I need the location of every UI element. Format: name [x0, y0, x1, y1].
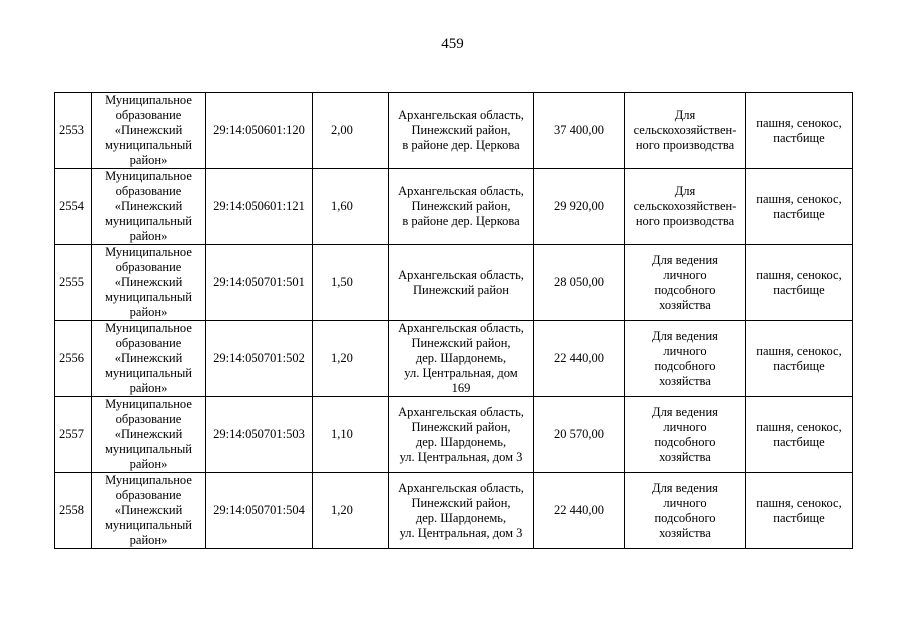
address-cell — [389, 321, 534, 397]
cell-line: Муниципальное — [105, 245, 192, 259]
cadastral-number-cell: 29:14:050601:120 — [206, 93, 313, 169]
cell-line: подсобного — [654, 358, 716, 373]
table-row — [55, 93, 853, 169]
cell-line: пашня, сенокос, — [756, 419, 842, 434]
cell-line: Пинежский район, — [411, 199, 511, 213]
cadastral-number-cell: 29:14:050701:502 — [206, 321, 313, 397]
area-cell: 2,00 — [313, 93, 389, 169]
cell-line: муниципальный — [105, 290, 192, 304]
permitted-use-cell — [625, 397, 746, 473]
cell-line: образование — [115, 260, 182, 274]
cell-line: «Пинежский — [114, 351, 183, 365]
owner-cell — [92, 321, 206, 397]
cell-line: Архангельская область, — [398, 267, 524, 282]
cell-line: район» — [129, 381, 168, 395]
row-number-cell: 2553 — [55, 93, 92, 169]
cadastral-value-cell: 29 920,00 — [534, 169, 625, 245]
cell-line: хозяйства — [659, 449, 711, 464]
address-cell — [389, 473, 534, 549]
permitted-use-cell — [625, 321, 746, 397]
cadastral-number-cell: 29:14:050701:503 — [206, 397, 313, 473]
cell-line: муниципальный — [105, 366, 192, 380]
cell-line: образование — [115, 488, 182, 502]
cell-line: пашня, сенокос, — [756, 267, 842, 282]
cadastral-number-cell: 29:14:050601:121 — [206, 169, 313, 245]
cell-line: личного — [663, 495, 707, 510]
land-type-cell — [746, 245, 853, 321]
cadastral-value-cell: 20 570,00 — [534, 397, 625, 473]
address-cell — [389, 169, 534, 245]
area-cell: 1,60 — [313, 169, 389, 245]
cadastral-value-cell: 22 440,00 — [534, 473, 625, 549]
cell-line: Архангельская область, — [398, 480, 524, 495]
cell-line: в районе дер. Церкова — [402, 214, 520, 228]
area-cell: 1,10 — [313, 397, 389, 473]
table-row — [55, 397, 853, 473]
cell-line: личного — [663, 343, 707, 358]
cell-line: образование — [115, 412, 182, 426]
cell-line: в районе дер. Церкова — [402, 138, 520, 152]
cell-line: муниципальный — [105, 138, 192, 152]
cell-line: Архангельская область, — [398, 404, 524, 419]
cell-line: Муниципальное — [105, 473, 192, 487]
cell-line: ул. Центральная, дом — [404, 366, 518, 380]
cell-line: образование — [115, 108, 182, 122]
owner-cell — [92, 169, 206, 245]
cell-line: пастбище — [773, 358, 825, 373]
land-type-cell — [746, 169, 853, 245]
cell-line: подсобного — [654, 282, 716, 297]
cell-line: ул. Центральная, дом 3 — [399, 525, 523, 540]
cell-line: пастбище — [773, 130, 825, 145]
cell-line: 169 — [451, 381, 471, 395]
owner-cell — [92, 93, 206, 169]
owner-cell — [92, 473, 206, 549]
cell-line: район» — [129, 305, 168, 319]
land-type-cell — [746, 473, 853, 549]
cadastral-number-cell: 29:14:050701:504 — [206, 473, 313, 549]
table-row — [55, 245, 853, 321]
cell-line: хозяйства — [659, 373, 711, 388]
cell-line: Для ведения — [652, 328, 718, 343]
cell-line: хозяйства — [659, 297, 711, 312]
cell-line: Муниципальное — [105, 93, 192, 107]
area-cell: 1,20 — [313, 321, 389, 397]
cell-line: сельскохозяйствен- — [633, 123, 737, 137]
cell-line: «Пинежский — [114, 427, 183, 441]
cell-line: «Пинежский — [114, 275, 183, 289]
land-type-cell — [746, 321, 853, 397]
cell-line: пастбище — [773, 510, 825, 525]
cell-line: ул. Центральная, дом 3 — [399, 449, 523, 464]
cell-line: Муниципальное — [105, 397, 192, 411]
cadastral-value-cell: 37 400,00 — [534, 93, 625, 169]
cell-line: район» — [129, 457, 168, 471]
permitted-use-cell — [625, 169, 746, 245]
area-cell: 1,20 — [313, 473, 389, 549]
cell-line: ного производства — [635, 138, 735, 152]
cell-line: Архангельская область, — [398, 321, 524, 335]
cell-line: Муниципальное — [105, 169, 192, 183]
cell-line: «Пинежский — [114, 503, 183, 517]
land-plots-table — [54, 92, 853, 549]
row-number-cell: 2554 — [55, 169, 92, 245]
permitted-use-cell — [625, 473, 746, 549]
row-number-cell: 2557 — [55, 397, 92, 473]
cadastral-number-cell: 29:14:050701:501 — [206, 245, 313, 321]
cell-line: хозяйства — [659, 525, 711, 540]
cell-line: Для ведения — [652, 480, 718, 495]
cell-line: пастбище — [773, 282, 825, 297]
row-number-cell: 2556 — [55, 321, 92, 397]
cell-line: район» — [129, 153, 168, 167]
cell-line: личного — [663, 267, 707, 282]
table-row — [55, 473, 853, 549]
cell-line: Архангельская область, — [398, 184, 524, 198]
cell-line: пашня, сенокос, — [756, 343, 842, 358]
owner-cell — [92, 245, 206, 321]
cell-line: Архангельская область, — [398, 108, 524, 122]
permitted-use-cell — [625, 245, 746, 321]
cell-line: Муниципальное — [105, 321, 192, 335]
row-number-cell: 2558 — [55, 473, 92, 549]
cell-line: Пинежский район, — [411, 419, 511, 434]
cell-line: район» — [129, 533, 168, 547]
cell-line: муниципальный — [105, 518, 192, 532]
cell-line: дер. Шардонемь, — [415, 434, 507, 449]
address-cell — [389, 397, 534, 473]
cell-line: пашня, сенокос, — [756, 115, 842, 130]
cell-line: подсобного — [654, 434, 716, 449]
cell-line: сельскохозяйствен- — [633, 199, 737, 213]
cadastral-value-cell: 28 050,00 — [534, 245, 625, 321]
address-cell — [389, 245, 534, 321]
cell-line: пашня, сенокос, — [756, 495, 842, 510]
cadastral-value-cell: 22 440,00 — [534, 321, 625, 397]
cell-line: пастбище — [773, 206, 825, 221]
area-cell: 1,50 — [313, 245, 389, 321]
cell-line: личного — [663, 419, 707, 434]
cell-line: пастбище — [773, 434, 825, 449]
land-type-cell — [746, 397, 853, 473]
cell-line: район» — [129, 229, 168, 243]
cell-line: «Пинежский — [114, 123, 183, 137]
cell-line: ного производства — [635, 214, 735, 228]
cell-line: муниципальный — [105, 214, 192, 228]
cell-line: Пинежский район, — [411, 495, 511, 510]
cell-line: муниципальный — [105, 442, 192, 456]
cell-line: Пинежский район — [413, 282, 509, 297]
cell-line: Для ведения — [652, 252, 718, 267]
row-number-cell: 2555 — [55, 245, 92, 321]
cell-line: пашня, сенокос, — [756, 191, 842, 206]
cell-line: образование — [115, 184, 182, 198]
page-number: 459 — [441, 36, 464, 52]
cell-line: Пинежский район, — [411, 123, 511, 137]
cell-line: «Пинежский — [114, 199, 183, 213]
owner-cell — [92, 397, 206, 473]
land-type-cell — [746, 93, 853, 169]
cell-line: Пинежский район, — [411, 336, 511, 350]
table-row — [55, 321, 853, 397]
cell-line: образование — [115, 336, 182, 350]
cell-line: Для — [674, 108, 696, 122]
cell-line: дер. Шардонемь, — [415, 351, 507, 365]
cell-line: подсобного — [654, 510, 716, 525]
cell-line: Для — [674, 184, 696, 198]
table-row — [55, 169, 853, 245]
permitted-use-cell — [625, 93, 746, 169]
cell-line: Для ведения — [652, 404, 718, 419]
address-cell — [389, 93, 534, 169]
cell-line: дер. Шардонемь, — [415, 510, 507, 525]
